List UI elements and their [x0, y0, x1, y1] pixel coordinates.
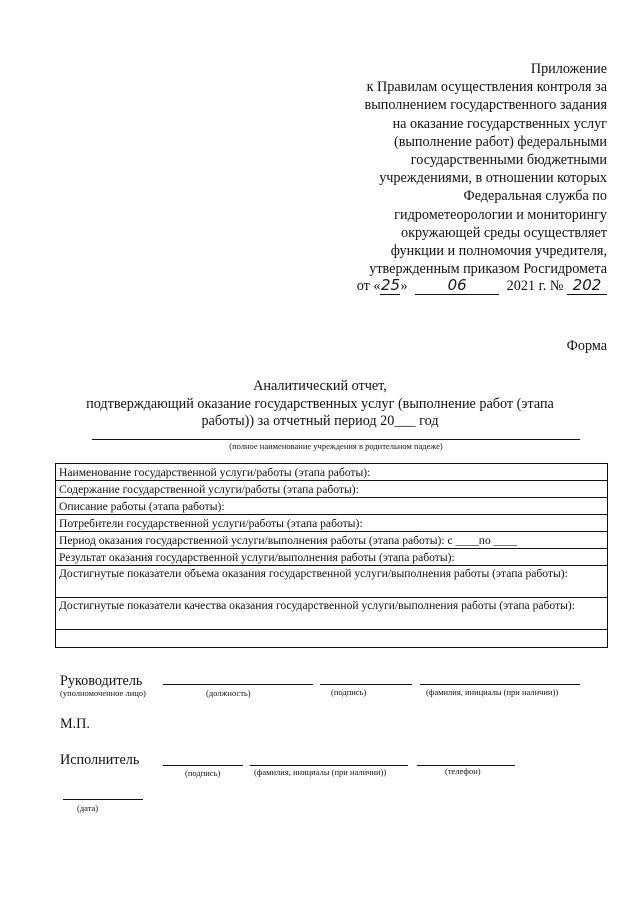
head-authorized-caption: (уполномоченное лицо) [60, 688, 146, 698]
table-cell[interactable]: Достигнутые показатели качества оказания государственной услуги/выполнения работы (этапа работы): [56, 598, 608, 630]
table-row [56, 498, 608, 515]
appendix-line: утвержденным приказом Росгидромета [369, 261, 607, 278]
org-name-caption: (полное наименование учреждения в родительном падеже) [229, 441, 443, 451]
executor-phone-caption: (телефон) [445, 766, 481, 776]
date-caption: (дата) [77, 803, 99, 813]
order-day: 25 [380, 276, 401, 294]
executor-name-caption: (фамилия, инициалы (при наличии)) [254, 767, 387, 777]
executor-signature-line[interactable] [163, 765, 243, 766]
org-name-field[interactable] [92, 439, 580, 440]
appendix-line: государственными бюджетными [410, 152, 607, 169]
order-prefix: от « [356, 278, 381, 294]
form-label: Форма [566, 338, 607, 354]
appendix-line: учреждениями, в отношении которых [379, 170, 607, 187]
head-label: Руководитель [60, 673, 143, 689]
table-row [56, 464, 608, 481]
order-month: 06 [415, 276, 499, 295]
head-signature-line[interactable] [320, 684, 412, 685]
report-table [55, 463, 608, 648]
table-cell[interactable]: Описание работы (этапа работы): [56, 498, 608, 515]
table-row [56, 549, 608, 566]
head-signature-caption: (подпись) [331, 687, 367, 697]
head-position-caption: (должность) [206, 688, 251, 698]
table-cell[interactable] [56, 630, 608, 648]
appendix-line: на оказание государственных услуг [392, 115, 607, 132]
appendix-line: функции и полномочия учредителя, [390, 243, 607, 260]
table-cell[interactable]: Достигнутые показатели объема оказания государственной услуги/выполнения работы (этапа работы): [56, 566, 608, 598]
executor-signature-caption: (подпись) [185, 768, 221, 778]
order-date-number [357, 276, 607, 295]
executor-name-line[interactable] [250, 765, 408, 766]
table-cell[interactable]: Содержание государственной услуги/работы (этапа работы): [56, 481, 608, 498]
table-cell[interactable]: Наименование государственной услуги/работы (этапа работы): [56, 464, 608, 481]
order-mid: » [400, 278, 408, 294]
appendix-line: окружающей среды осуществляет [401, 224, 607, 241]
appendix-header [307, 60, 607, 278]
executor-label: Исполнитель [60, 752, 140, 768]
table-row [56, 481, 608, 498]
table-row [56, 630, 608, 648]
appendix-line: Приложение [530, 61, 607, 77]
table-cell[interactable]: Потребители государственной услуги/работы (этапа работы): [56, 515, 608, 532]
order-year: 2021 г. № [506, 278, 564, 294]
appendix-line: (выполнение работ) федеральными [393, 133, 607, 150]
table-row [56, 566, 608, 598]
table-cell[interactable]: Период оказания государственной услуги/выполнения работы (этапа работы): с ____по ____ [56, 532, 608, 549]
date-line[interactable] [63, 799, 143, 800]
appendix-line: к Правилам осуществления контроля за [366, 79, 607, 96]
table-row [56, 532, 608, 549]
appendix-line: гидрометеорологии и мониторингу [394, 206, 607, 223]
table-cell[interactable]: Результат оказания государственной услуги/выполнения работы (этапа работы): [56, 549, 608, 566]
table-row [56, 515, 608, 532]
table-row [56, 598, 608, 630]
title-line: работы)) за отчетный период 20___ год [201, 413, 439, 429]
stamp-label: М.П. [60, 716, 90, 732]
title-line: Аналитический отчет, [253, 378, 387, 394]
order-number: 202 [567, 276, 607, 295]
head-position-line[interactable] [163, 684, 313, 685]
title-line: подтверждающий оказание государственных услуг (выполнение работ (этапа [86, 395, 554, 412]
appendix-line: Федеральная служба по [463, 188, 607, 205]
document-title [70, 378, 570, 431]
head-name-line[interactable] [420, 684, 580, 685]
head-name-caption: (фамилия, инициалы (при наличии)) [426, 687, 559, 697]
appendix-line: выполнением государственного задания [364, 97, 607, 114]
